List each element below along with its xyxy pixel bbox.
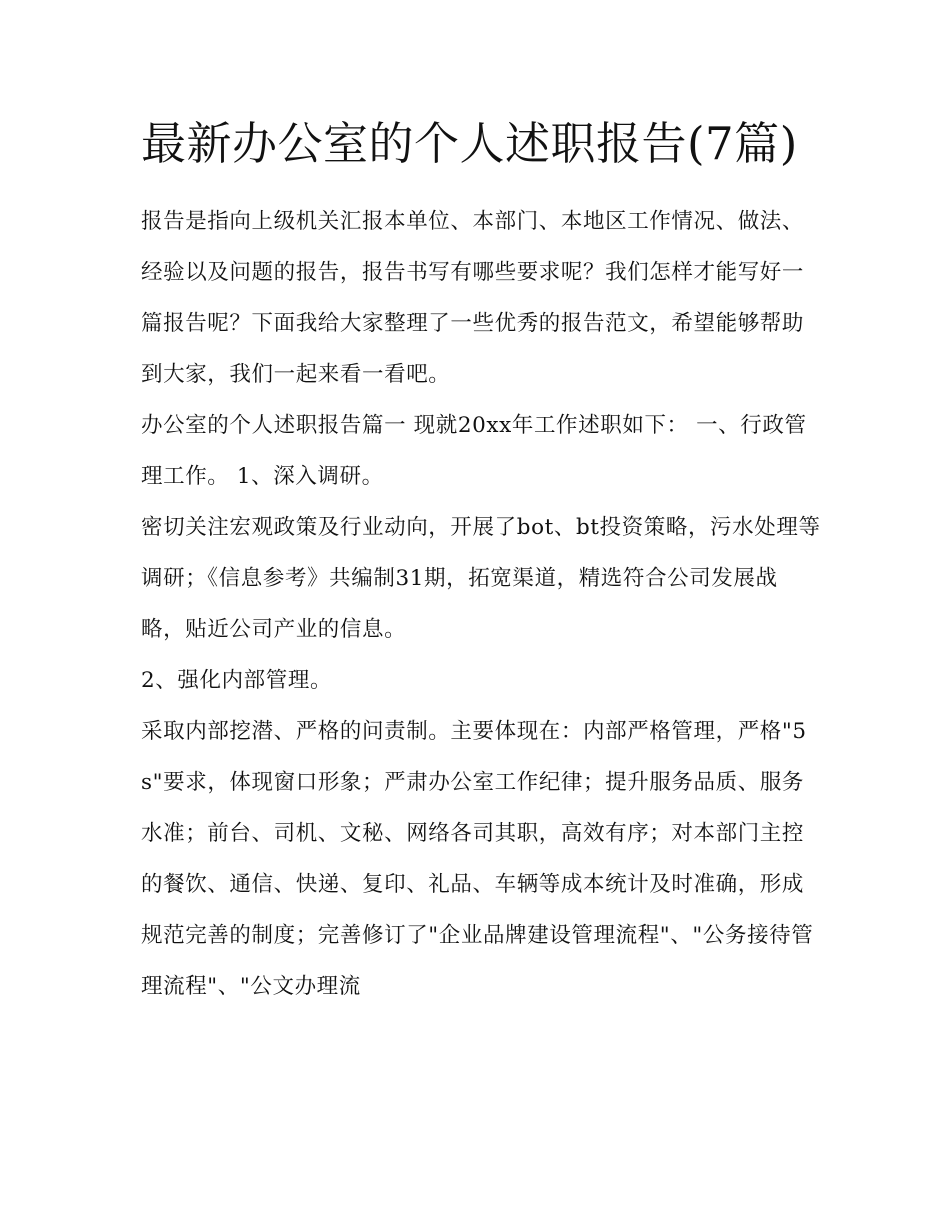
paragraph-report-one-opening: 办公室的个人述职报告篇一 现就20xx年工作述职如下： 一、行政管理工作。 1、深入调研。: [141, 413, 807, 489]
document-page: [141, 112, 821, 1012]
paragraph-internal-management: 采取内部挖潜、严格的问责制。主要体现在：内部严格管理，严格"5s"要求，体现窗口形象；严肃办公室工作纪律；提升服务品质、服务水准；前台、司机、文秘、网络各司其职，高效有序；对本部门主控的餐饮、通信、快递、复印、礼品、车辆等成本统计及时准确，形成规范完善的制度；完善修订了"企业品牌建设管理流程"、"公务接待管理流程"、"公文办理流: [141, 719, 814, 999]
paragraph-heading-internal-management: 2、强化内部管理。: [141, 668, 333, 693]
document-title: 最新办公室的个人述职报告(7篇): [141, 117, 798, 170]
paragraph-research: 密切关注宏观政策及行业动向，开展了bot、bt投资策略，污水处理等调研；《信息参考》共编制31期，拓宽渠道，精选符合公司发展战略，贴近公司产业的信息。: [141, 515, 821, 642]
paragraph-intro: 报告是指向上级机关汇报本单位、本部门、本地区工作情况、做法、经验以及问题的报告，报告书写有哪些要求呢？我们怎样才能写好一篇报告呢？下面我给大家整理了一些优秀的报告范文，希望能够帮助到大家，我们一起来看一看吧。: [141, 209, 805, 387]
